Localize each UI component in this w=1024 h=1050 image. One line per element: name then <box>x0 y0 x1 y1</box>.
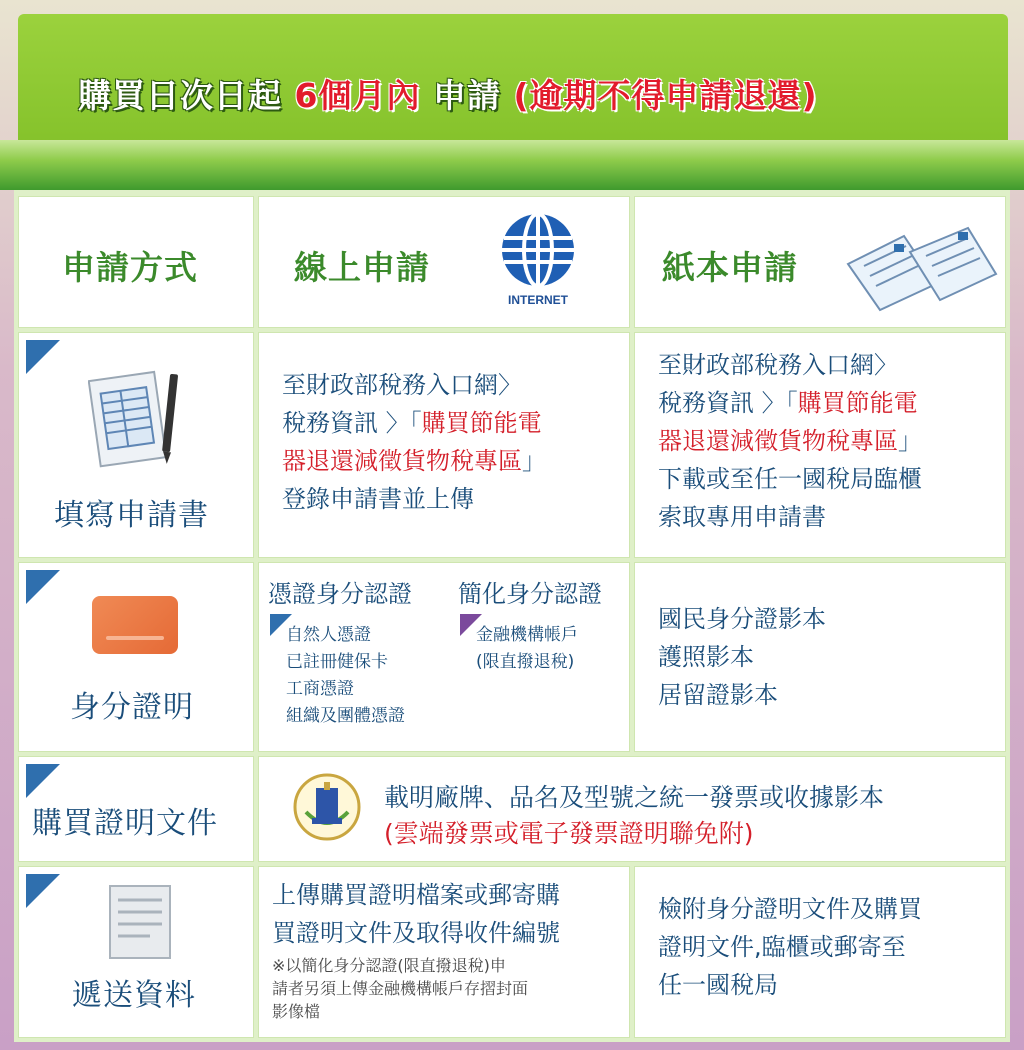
cert-auth-title: 憑證身分認證 <box>268 580 412 608</box>
text-line: 至財政部稅務入口網〉 <box>658 351 898 379</box>
list-item: 國民身分證影本 <box>658 605 826 633</box>
text-line: 至財政部稅務入口網〉 <box>282 371 522 399</box>
header-method: 申請方式 <box>62 248 198 287</box>
list-item: 已註冊健保卡 <box>286 652 388 672</box>
banner-part3: 申請 <box>420 76 514 115</box>
corner-marker <box>26 340 60 374</box>
header-cell-online <box>258 196 630 328</box>
row-form-online-cell <box>258 332 630 558</box>
banner-warning: (逾期不得申請退還) <box>513 76 818 115</box>
application-table <box>14 190 1010 1042</box>
simple-auth-title: 簡化身分認證 <box>458 580 602 608</box>
corner-marker <box>26 570 60 604</box>
text-line: 證明文件,臨櫃或郵寄至 <box>658 933 906 961</box>
row-purchase-label-cell <box>18 756 254 862</box>
list-item: 自然人憑證 <box>286 625 371 645</box>
purchase-text-2: (雲端發票或電子發票證明聯免附) <box>384 819 754 848</box>
corner-marker <box>26 764 60 798</box>
text-line: 稅務資訊 〉「 <box>282 409 422 437</box>
row-submit-label-cell <box>18 866 254 1038</box>
highlight-text: 購買節能電 <box>421 409 542 437</box>
corner-marker <box>26 874 60 908</box>
row-identity-paper-cell <box>634 562 1006 752</box>
id-card-icon <box>92 596 178 654</box>
note-line: 請者另須上傳金融機構帳戶存摺封面 <box>272 979 529 998</box>
row-identity-label-cell <box>18 562 254 752</box>
simple-auth-list <box>476 622 578 676</box>
paper-form-icon <box>844 224 1000 314</box>
note-line: 影像檔 <box>272 1002 321 1021</box>
row-form-paper-text <box>658 346 922 536</box>
list-item: 金融機構帳戶 <box>476 625 578 645</box>
text-line: 」 <box>522 447 546 475</box>
row-form-paper-cell <box>634 332 1006 558</box>
application-form-icon <box>88 366 188 476</box>
list-item: (限直撥退稅) <box>476 652 575 672</box>
globe-icon <box>498 210 582 310</box>
text-line: 下載或至任一國稅局臨櫃 <box>658 465 922 493</box>
banner-part1: 購買日次日起 <box>78 76 295 115</box>
text-line: 」 <box>898 427 922 455</box>
row-submit-online-cell <box>258 866 630 1038</box>
header-paper: 紙本申請 <box>662 248 798 287</box>
header-cell-paper <box>634 196 1006 328</box>
text-line: 任一國稅局 <box>658 971 778 999</box>
banner-deadline: 6個月內 <box>294 76 421 115</box>
list-item: 護照影本 <box>658 643 754 671</box>
row-form-label: 填寫申請書 <box>54 498 209 533</box>
row-submit-online-note <box>272 954 528 1023</box>
row-submit-online-text <box>272 876 560 952</box>
tax-agency-logo-icon <box>292 772 362 842</box>
row-purchase-cell <box>258 756 1006 862</box>
row-submit-paper-text <box>658 890 922 1004</box>
highlight-text: 器退還減徵貨物稅專區 <box>658 427 898 455</box>
row-submit-label: 遞送資料 <box>72 978 196 1013</box>
row-purchase-label: 購買證明文件 <box>32 806 218 841</box>
cert-auth-list <box>286 622 405 730</box>
text-line: 索取專用申請書 <box>658 503 826 531</box>
row-identity-online-cell <box>258 562 630 752</box>
internet-label: INTERNET <box>508 293 568 307</box>
green-stripe <box>0 140 1024 190</box>
header-online: 線上申請 <box>294 248 430 287</box>
text-line: 稅務資訊 〉「 <box>658 389 798 417</box>
note-line: ※以簡化身分認證(限直撥退稅)申 <box>272 956 506 975</box>
banner-title <box>78 70 818 117</box>
row-submit-paper-cell <box>634 866 1006 1038</box>
list-item: 工商憑證 <box>286 679 354 699</box>
text-line: 登錄申請書並上傳 <box>282 485 474 513</box>
text-line: 上傳購買證明檔案或郵寄購 <box>272 881 560 909</box>
document-icon <box>104 882 180 964</box>
purchase-text-1: 載明廠牌、品名及型號之統一發票或收據影本 <box>384 783 885 812</box>
row-form-label-cell <box>18 332 254 558</box>
highlight-text: 購買節能電 <box>797 389 918 417</box>
row-identity-label: 身分證明 <box>70 690 194 725</box>
row-identity-paper-text <box>658 600 826 714</box>
title-banner <box>18 14 1008 144</box>
text-line: 買證明文件及取得收件編號 <box>272 919 560 947</box>
list-item: 居留證影本 <box>658 681 778 709</box>
row-form-online-text <box>282 366 546 518</box>
header-cell-method <box>18 196 254 328</box>
list-item: 組織及團體憑證 <box>286 706 405 726</box>
text-line: 檢附身分證明文件及購買 <box>658 895 922 923</box>
highlight-text: 器退還減徵貨物稅專區 <box>282 447 522 475</box>
